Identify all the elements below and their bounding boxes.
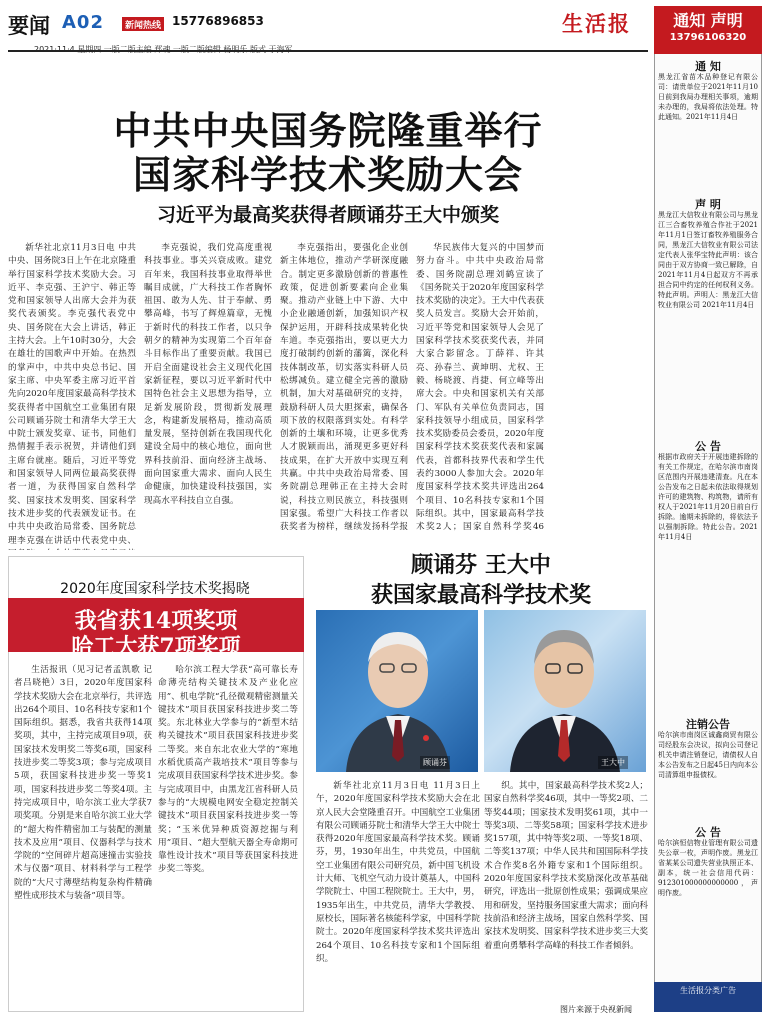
sidebar-headline-line-2: 哈工大获7项奖项 [71,634,241,660]
hotline-number: 15776896853 [172,14,264,28]
hotline-label: 新闻热线 [122,17,164,31]
article-text: 李克强指出，要强化企业创新主体地位，推动产学研深度融合。制定更多激励创新的普惠性政策，促进创新要素向企业集聚。推动产业链上中下游、大中小企业融通创新，加强知识产权保护运用，开辟科技成果转化快车道。李克强指出，要以更大力度打破制约创新的藩篱，深化科技体制改革，切实落实科研人员松绑减负。建立健全完善的激励机制，加大对基础研究的支持，鼓励科研人员大胆探索，确保各项下放的权限落到实处。有科学创新的土壤和环境，让更多优秀人才脱颖而出，涌现更多更好科技成果，在扩大开放中实现互利共赢。中共中央政治局常委、国务院副总理韩正在主持大会时说，科技立则民族立，科技强则国家强。希望广大科技工作者以获奖者为榜样，继续发扬科学报 [280,243,408,532]
portrait-photo-gu-songfen [316,610,478,772]
sidebar-column-1 [14,664,152,1010]
portrait-illustration [316,610,478,772]
notice-body: 哈尔滨恒信物业管理有限公司遗失公章一枚，声明作废。黑龙江省某某公司遗失营业执照正本、副本，统一社会信用代码：912301000000000000，声明作废。 [658,839,758,897]
feature-headline-line-1: 顾诵芬 王大中 [411,552,551,578]
photo-caption-left: 顾诵芬 [420,756,450,769]
sidebar-text: 生活报讯（见习记者孟凯歌 记者吕晓艳）3日，2020年度国家科学技术奖励大会在北京举行，共评选出264个项目、10名科技专家和1个国际组织。据悉，我省共获得14项奖项，其中，主持完成项目9项，获国家技术发明奖二等奖6项，国家科技进步奖二等奖3项；参与完成项目5项，获国家科技进步奖一等奖1项，国家科技进步奖二等奖4项。主持完成项目中，哈尔滨工业大学获7项奖项。分别是来自哈尔滨工业大学的“超大构件精密加工与装配的测量技术及应用”项目、仪器科学与技术学院的“空间碎片超高速撞击实验技术与仪器”项目、材料科学与工程学院的“大尺寸薄壁结构复杂构件精确塑性成形技术与装备”项目等。 [14,665,152,902]
notices-header-phone: 13796106320 [669,32,747,43]
notice-body: 哈尔滨市南岗区诚鑫商贸有限公司经股东会决议，拟向公司登记机关申请注销登记，请债权人自本公告发布之日起45日内向本公司清算组申报债权。 [658,731,758,779]
notice-body: 黑龙江大信牧业有限公司与黑龙江三合畜牧养殖合作社于2021年11月1日签订畜牧养殖服务合同，黑龙江大信牧业有限公司法定代表人张华宝特此声明：该合同由于双方协商一致已解除，自2021年11月4日起双方不再承担合同中约定的任何权利义务。特此声明。声明人：黑龙江大信牧业有限公司 2021年11月4日 [658,211,758,309]
notice-body: 黑龙江省苗木品种登记有限公司：请贵单位于2021年11月10日前到我局办理相关事项，逾期未办理的，我局将依法处理。特此通知。2021年11月4日 [658,73,758,121]
sidebar-kicker: 2020年度国家科学技术奖揭晓 [60,581,250,597]
page-code: A02 [62,12,104,33]
section-name: 要闻 [8,14,50,38]
portrait-illustration [484,610,646,772]
sidebar-text: 哈尔滨工程大学获“高可靠长寿命薄壳结构关键技术及产业化应用”、机电学院“孔径微观精密测量关键技术”项目获国家科技进步奖二等奖。东北林业大学参与的“新型木结构关键技术”项目获国家科技进步奖二等奖。来自东北农业大学的“寒地水稻优质高产栽培技术”项目等参与完成项目获国家科学技术进步奖。参与完成项目中，由黑龙江省科研人员参与的“大规模电网安全稳定控制关键技术”项目获国家科技进步奖一等奖；“玉米优异种质资源挖掘与利用”项目、“超大型航天器全寿命期可靠性设计技术”项目等获国家科技进步奖二等奖。 [158,665,298,875]
photo-credit: 图片来源于央视新闻 [560,1005,632,1014]
portrait-photo-wang-dazhong [484,610,646,772]
article-column-1 [8,242,136,550]
main-headline-line-2: 国家科学技术奖励大会 [132,153,523,197]
feature-column-2 [484,780,648,1010]
notice-body: 根据市政府关于开展违建拆除的有关工作规定，在哈尔滨市南岗区范围内开展违建清查。凡在本公告发布之日起未依法取得规划许可的建筑物、构筑物，请所有权人于2021年11月20日前自行拆除。逾期未拆除的，将依法予以强制拆除。特此公告。2021年11月4日 [658,453,758,541]
notices-footer-ad: 生活报分类广告 [654,982,762,1012]
article-text: 新华社北京11月3日电 中共中央、国务院3日上午在北京隆重举行国家科学技术奖励大会。习近平、李克强、王沪宁、韩正等党和国家领导人出席大会并为获奖代表颁奖。李克强代表党中央、国务院在大会上讲话，韩正主持大会。上午10时30分，大会在雄壮的国歌声中开始。在热烈的掌声中，中共中央总书记、国家主席、中央军委主席习近平首先向2020年度国家最高科学技术奖获得者中国航空工业集团有限公司顾诵芬院士和清华大学王大中院士颁发奖章、证书，同他们热情握手表示祝贺，并请他们到主席台就座。随后，习近平等党和国家领导人同两位最高奖获得者一道，为获得国家自然科学奖、国家技术发明奖、国家科学技术进步奖的代表颁发证书。在中共中央政治局常委、国务院总理李克强在讲话中代表党中央、 [8,243,136,546]
masthead-divider [8,50,648,52]
notice-title: 公 告 [695,440,721,453]
masthead [8,6,648,56]
sidebar-column-2 [158,664,298,1010]
article-column-4 [416,242,544,532]
article-text: 华民族伟大复兴的中国梦而努力奋斗。中共中央政治局常委、国务院副总理刘鹤宣读了《国务院关于2020年度国家科学技术奖励的决定》。王大中代表获奖人员发言。奖励大会开始前，习近平等党和国家领导人会见了国家科学技术奖获奖代表，并同大家合影留念。丁薛祥、许其亮、孙春兰、黄坤明、尤权、王毅、杨晓渡、肖捷、何立峰等出席大会。中央和国家机关有关部门、军队有关单位负责同志，国家科技领导小组成员，国家科学技术奖励委员会委员，2020年度国家科学技术奖获奖代表和家属代表，首都科技界代表和学生代表约3000人参加大会。2020年度国家科学技术奖共评选出264个项目、10名科技专家和1个国际组织。其中，国家最高科学技术奖2人；国家自然科学奖46 [416,243,544,532]
notice-title: 注销公告 [686,718,730,731]
notices-header-title: 通知 声明 [673,11,743,30]
feature-text: 织。其中，国家最高科学技术奖2人；国家自然科学奖46项，其中一等奖2项、二等奖44项；国家技术发明奖61项，其中一等奖3项、二等奖58项；国家科学技术进步奖157项，其中特等奖2项、一等奖18项、二等奖137项；中华人民共和国国际科学技术合作奖8名外籍专家和1个国际组织。2020年度国家科学技术奖励深化改革基础研究，评选出一批原创性成果；强调成果应用和研发，坚持服务国家重大需求；面向科技前沿和经济主战场，国家自然科学奖、国家技术发明奖、国家科学技术进步奖三大奖着重向勇攀科学高峰的科技工作者倾斜。 [484,781,648,951]
feature-text: 新华社北京11月3日电 11月3日上午，2020年度国家科学技术奖励大会在北京人民大会堂隆重召开。中国航空工业集团有限公司顾诵芬院士和清华大学王大中院士获得2020年度国家最高科学技术奖。顾诵芬，男，1930年出生，中共党员，中国航空工业集团有限公司研究员，新中国飞机设计大师、飞机空气动力设计奠基人，中国科学院院士、中国工程院院士。王大中，男，1935年出生，中共党员，清华大学教授、原校长，国际著名核能科学家，中国科学院院士。2020年度国家科学技术奖共评选出264个项目、10名科技专家和1个国际组织。 [316,781,480,964]
article-column-3 [280,242,408,532]
notice-title: 通 知 [695,60,721,73]
main-headline-line-1: 中共中央国务院隆重举行 [113,109,543,153]
photo-caption-right: 王大中 [598,756,628,769]
sidebar-headline-line-1: 我省获14项奖项 [74,608,238,634]
article-text: 李克强说，我们党高度重视科技事业。事关兴衰成败。建党百年来，我国科技事业取得举世瞩目成就，广大科技工作者胸怀祖国、敢为人先、甘于奉献、勇攀高峰，书写了辉煌篇章，无愧于新时代的科技工作者，以只争朝夕的精神为实现第二个百年奋斗目标作出了重要贡献。我国已开启全面建设社会主义现代化国家新征程，要以习近平新时代中国特色社会主义思想为指导，立足新发展阶段，贯彻新发展理念，构建新发展格局，推动高质量发展，坚持创新在我国现代化建设全局中的核心地位，面向世界科技前沿、面向经济主战场、面向国家重大需求、面向人民生命健康，加快建设科技强国，实现高水平科技自立自强。 [144,243,272,506]
article-column-2 [144,242,272,532]
newspaper-logo: 生活报 [562,11,631,36]
notice-title: 声 明 [695,198,721,211]
feature-headline-line-2: 获国家最高科学技术奖 [370,582,591,608]
notice-title: 公 告 [695,826,721,839]
subheadline: 习近平为最高奖获得者顾诵芬王大中颁奖 [156,204,499,226]
feature-column-1 [316,780,480,1010]
